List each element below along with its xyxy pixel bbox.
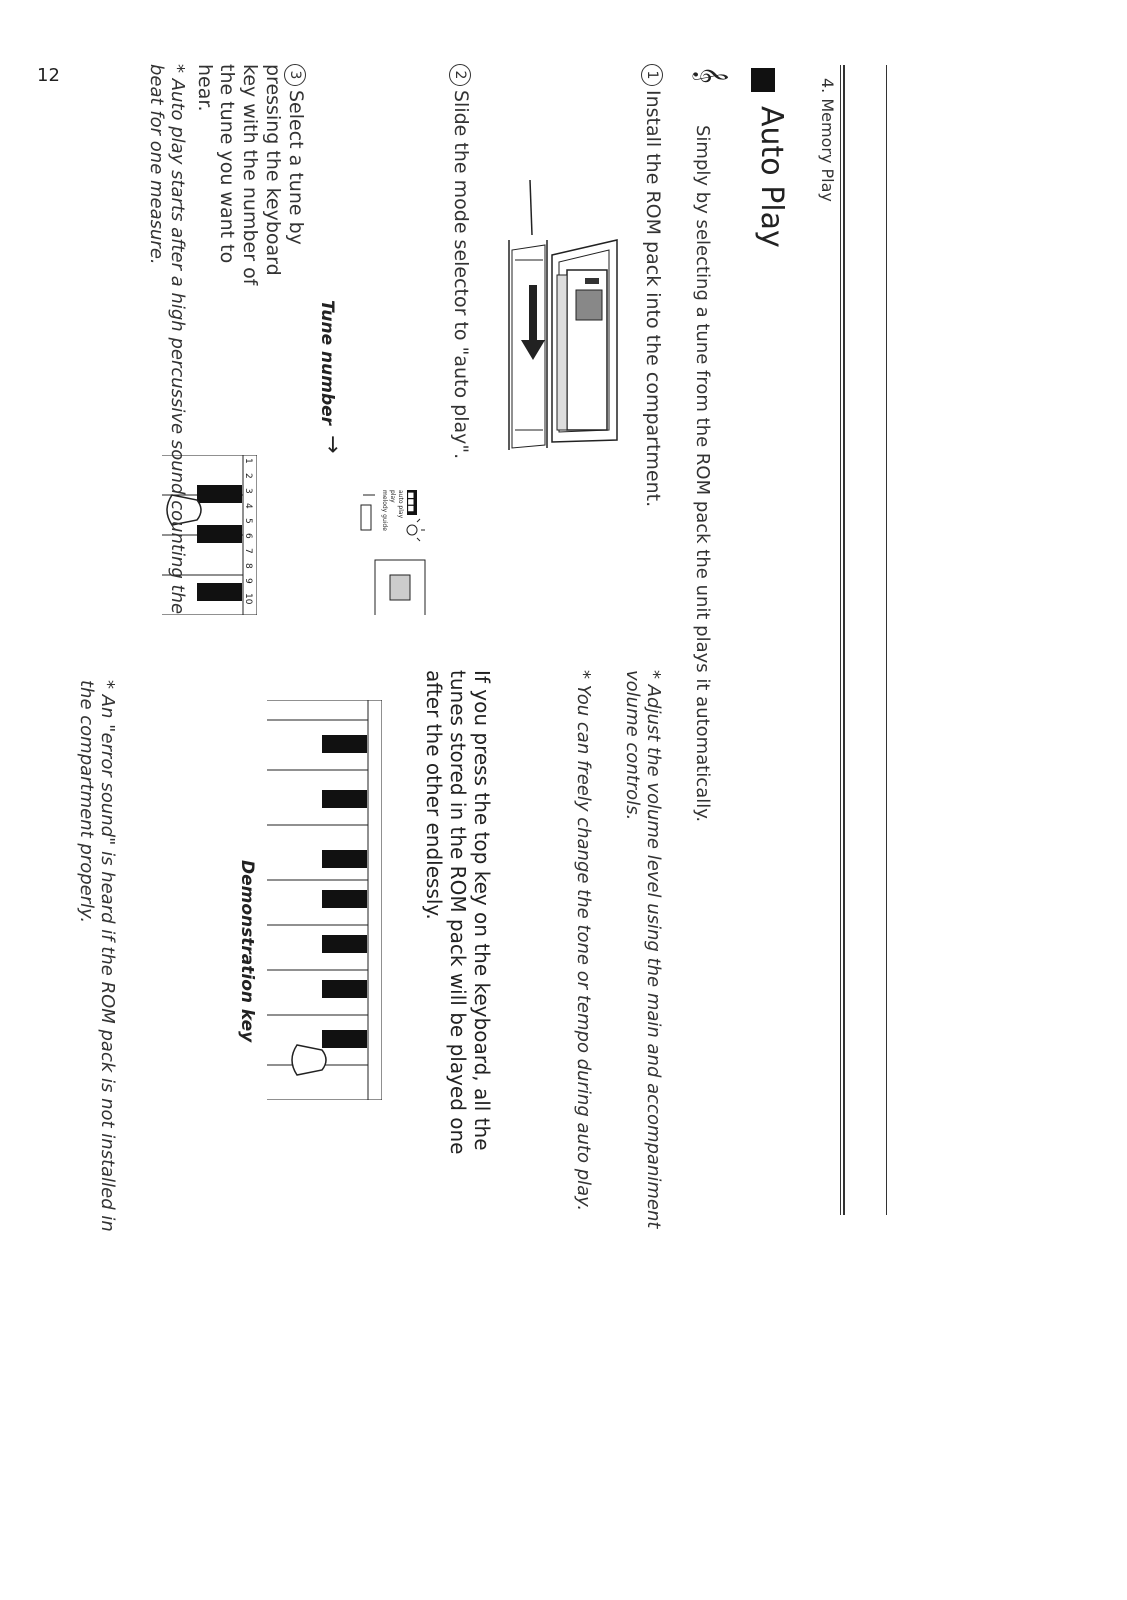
asterisk: * [167, 64, 188, 79]
step-text: Select a tune by pressing the keyboard key with the number of the tune you want to hear. [193, 64, 307, 286]
svg-text:5: 5 [243, 518, 253, 524]
note-auto-play: * Auto play starts after a high percussive sound counting the beat for one measure. [146, 64, 188, 615]
asterisk: * [573, 670, 594, 685]
mode-label: auto play [397, 490, 404, 519]
svg-text:4: 4 [243, 503, 253, 509]
svg-text:10: 10 [243, 593, 253, 605]
svg-text:2: 2 [243, 473, 253, 479]
step-text: Install the ROM pack into the compartment. [642, 90, 664, 508]
step-number: 2 [449, 64, 471, 86]
note-tone: * You can freely change the tone or tempo during auto play. [573, 670, 594, 1212]
svg-text:■■■: ■■■ [407, 492, 415, 512]
mode-label: melody guide [381, 490, 388, 531]
section-header: 4. Memory Play [818, 78, 837, 202]
note-error-sound: * An "error sound" is heard if the ROM pack is not installed in the compartment properly. [76, 680, 118, 1232]
tune-number-caption: Tune number [317, 300, 337, 426]
step-number: 1 [641, 64, 663, 86]
title-marker [751, 68, 775, 92]
header-rule [844, 65, 846, 1215]
asterisk: * [97, 680, 118, 695]
svg-text:8: 8 [243, 563, 253, 569]
note-volume: * Adjust the volume level using the main and accompaniment volume controls. [622, 670, 664, 1229]
demo-keyboard-illustration [267, 700, 382, 1100]
svg-text:1: 1 [243, 458, 253, 464]
page-title: Auto Play [754, 106, 789, 248]
step-2 [449, 64, 472, 459]
step-3 [193, 64, 307, 304]
mode-label: play [389, 490, 396, 503]
svg-text:3: 3 [243, 488, 253, 494]
step-text: Slide the mode selector to "auto play". [450, 90, 472, 460]
svg-text:6: 6 [243, 533, 253, 539]
intro-text: Simply by selecting a tune from the ROM pack the unit plays it automatically. [692, 125, 713, 823]
demonstration-key-caption: Demonstration key [237, 860, 257, 1043]
arrow-icon: → [320, 435, 345, 454]
svg-text:7: 7 [243, 548, 253, 554]
mode-selector-illustration [355, 485, 455, 615]
treble-clef-icon: 𝄞 [693, 66, 728, 84]
step-1 [641, 64, 664, 507]
svg-text:9: 9 [243, 578, 253, 584]
step-number: 3 [284, 64, 306, 86]
top-rule [886, 65, 887, 1215]
header-rule-2 [840, 65, 841, 1215]
demo-paragraph: If you press the top key on the keyboard, all the tunes stored in the ROM pack will be played one after the other endlessly. [422, 670, 494, 1155]
rom-pack-illustration [497, 180, 627, 460]
page-number: 12 [37, 64, 60, 86]
asterisk: * [643, 670, 664, 685]
